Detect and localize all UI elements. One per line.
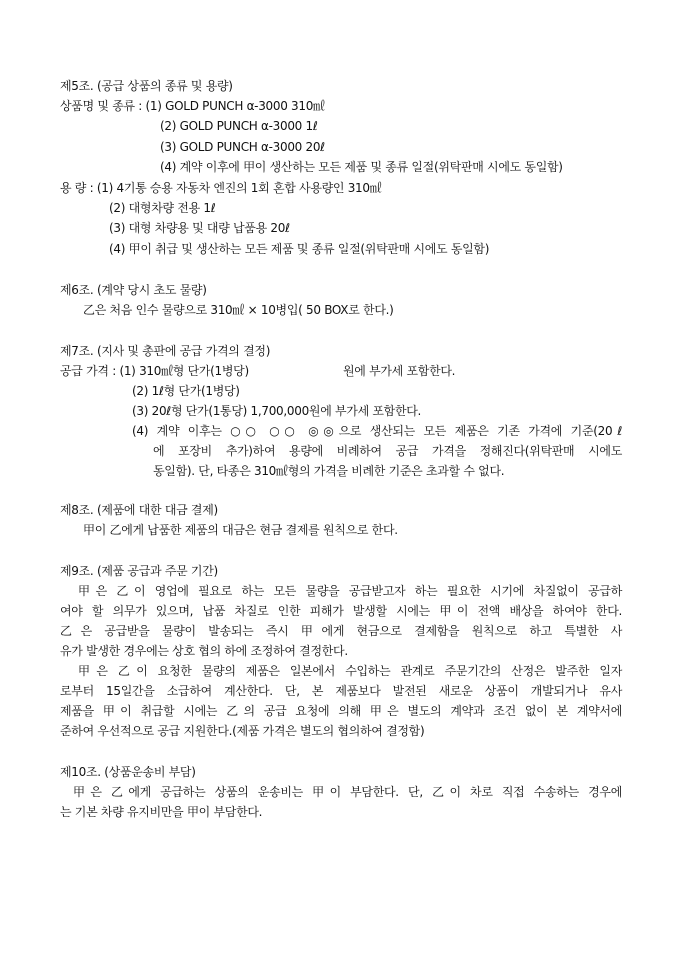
article-9-para-1-line-3: 乙은 공급받을 물량이 발송되는 즉시 甲에게 현금으로 결제함을 원칙으로 하고 특별한 사 bbox=[60, 624, 622, 638]
price-line-1-b: 원에 부가세 포함한다. bbox=[343, 364, 456, 378]
article-9-para-2-line-3: 제품을 甲이 취급할 시에는 乙의 공급 요청에 의해 甲은 별도의 계약과 조건 없이 본 계약서에 bbox=[60, 704, 622, 718]
capacity-line-3: (3) 대형 차량용 및 대량 납품용 20ℓ bbox=[109, 221, 290, 235]
article-9-para-2-line-2: 로부터 15일간을 소급하여 계산한다. 단, 본 제품보다 발전된 새로운 상품이 개발되거나 유사 bbox=[60, 684, 622, 698]
article-6-heading: 제6조. (계약 당시 초도 물량) bbox=[60, 283, 207, 297]
article-7-heading: 제7조. (지사 및 총판에 공급 가격의 결정) bbox=[60, 344, 271, 358]
product-name-line-3: (3) GOLD PUNCH α-3000 20ℓ bbox=[160, 140, 325, 154]
article-10-heading: 제10조. (상품운송비 부담) bbox=[60, 765, 196, 779]
article-9-para-1-line-2: 여야 할 의무가 있으며, 납품 차질로 인한 피해가 발생할 시에는 甲이 전액 배상을 하여야 한다. bbox=[60, 604, 622, 618]
product-name-line-2: (2) GOLD PUNCH α-3000 1ℓ bbox=[160, 119, 318, 133]
price-line-4-a: (4) 계약 이후는 ○○ ○○ ◎◎으로 생산되는 모든 제품은 기존 가격에 기준(20ℓ bbox=[132, 424, 622, 438]
price-line-3: (3) 20ℓ형 단가(1통당) 1,700,000원에 부가세 포함한다. bbox=[132, 404, 422, 418]
capacity-line-2: (2) 대형차량 전용 1ℓ bbox=[109, 201, 216, 215]
article-9-para-1-line-4: 유가 발생한 경우에는 상호 협의 하에 조정하여 결정한다. bbox=[60, 644, 348, 658]
price-line-4-b: 에 포장비 추가)하여 용량에 비례하여 공급 가격을 정해진다(위탁판매 시에도 bbox=[153, 444, 622, 458]
article-8-body: 甲이 乙에게 납품한 제품의 대금은 현금 결제를 원칙으로 한다. bbox=[83, 523, 398, 537]
article-10-line-2: 는 기본 차량 유지비만을 甲이 부담한다. bbox=[60, 805, 263, 819]
article-9-heading: 제9조. (제품 공급과 주문 기간) bbox=[60, 564, 218, 578]
price-line-4-c: 동일함). 단, 타종은 310㎖형의 가격을 비례한 기준은 초과할 수 없다. bbox=[153, 464, 505, 478]
article-9-para-2-line-4: 준하여 우선적으로 공급 지원한다.(제품 가격은 별도의 협의하여 결정함) bbox=[60, 724, 425, 738]
article-5-heading: 제5조. (공급 상품의 종류 및 용량) bbox=[60, 79, 233, 93]
price-line-2: (2) 1ℓ형 단가(1병당) bbox=[132, 384, 240, 398]
price-line-1-a: 공급 가격 : (1) 310㎖형 단가(1병당) bbox=[60, 364, 249, 378]
capacity-line-4: (4) 甲이 취급 및 생산하는 모든 제품 및 종류 일절(위탁판매 시에도 동일함) bbox=[109, 242, 490, 256]
capacity-line-1: 용 량 : (1) 4기통 승용 자동차 엔진의 1회 혼합 사용량인 310㎖ bbox=[60, 181, 382, 195]
article-6-body: 乙은 처음 인수 물량으로 310㎖ × 10병입( 50 BOX로 한다.) bbox=[83, 303, 394, 317]
article-9-para-2-line-1: 甲은 乙이 요청한 물량의 제품은 일본에서 수입하는 관계로 주문기간의 산정은 발주한 일자 bbox=[78, 664, 622, 678]
article-8-heading: 제8조. (제품에 대한 대금 결제) bbox=[60, 503, 218, 517]
article-10-line-1: 甲은 乙에게 공급하는 상품의 운송비는 甲이 부담한다. 단, 乙이 차로 직접 수송하는 경우에 bbox=[73, 785, 622, 799]
article-9-para-1-line-1: 甲은 乙이 영업에 필요로 하는 모든 물량을 공급받고자 하는 필요한 시기에 차질없이 공급하 bbox=[78, 584, 622, 598]
product-name-line-1: 상품명 및 종류 : (1) GOLD PUNCH α-3000 310㎖ bbox=[60, 99, 325, 113]
product-name-line-4: (4) 계약 이후에 甲이 생산하는 모든 제품 및 종류 일절(위탁판매 시에도 동일함) bbox=[160, 160, 563, 174]
